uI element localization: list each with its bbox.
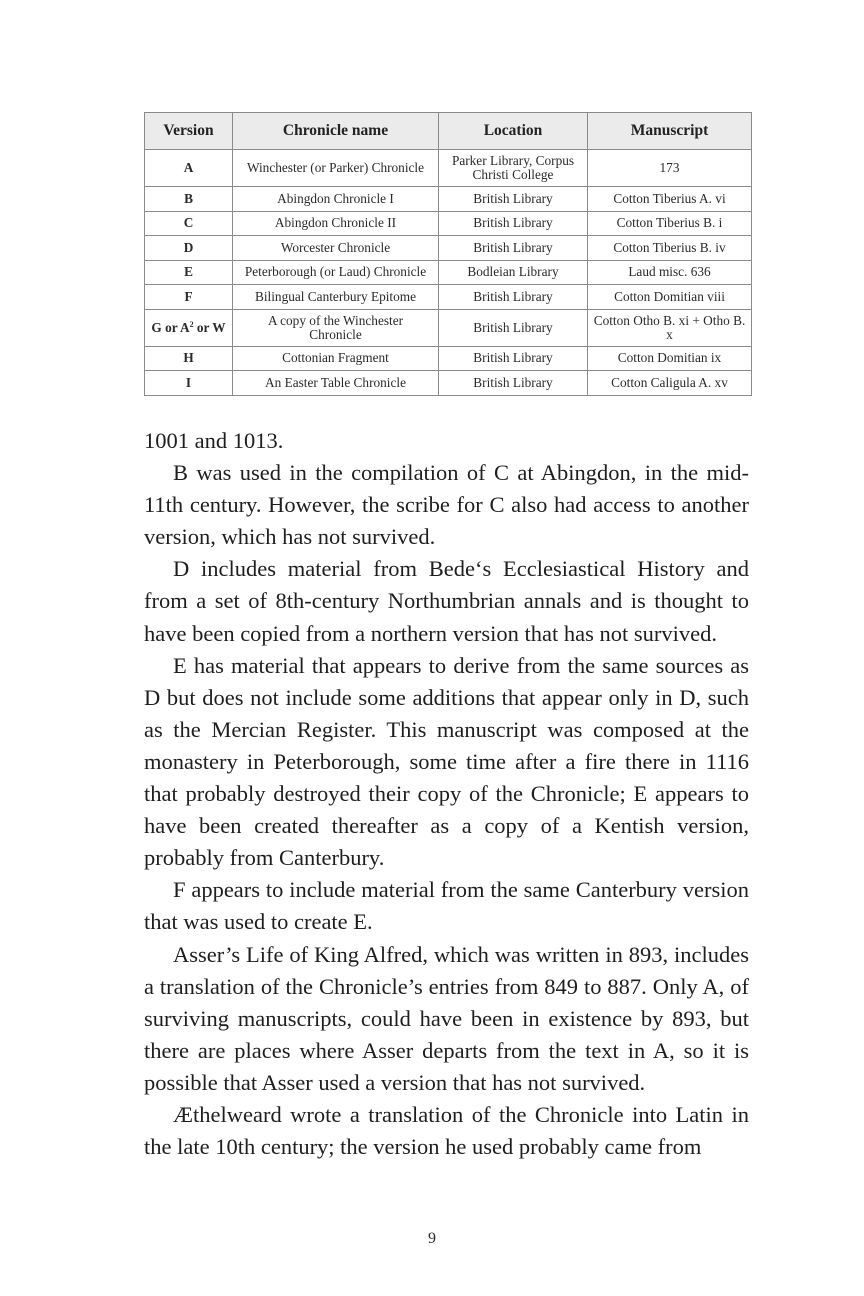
- cell-chronicle-name: Peterborough (or Laud) Chronicle: [233, 260, 439, 285]
- cell-manuscript: Cotton Otho B. xi + Otho B. x: [588, 309, 752, 346]
- cell-version: A: [145, 150, 233, 187]
- cell-chronicle-name: An Easter Table Chronicle: [233, 371, 439, 396]
- cell-chronicle-name: Cottonian Fragment: [233, 346, 439, 371]
- body-text: [144, 425, 749, 1163]
- cell-version: B: [145, 187, 233, 212]
- paragraph-e: E has material that appears to derive from the same sources as D but does not include some additions that appear only in D, such as the Mercian Register. This manuscript was composed at the monastery in Peterborough, some time after a fire there in 1116 that probably destroyed their copy of the Chronicle; E appears to have been created thereafter as a copy of a Kentish version, probably from Canterbury.: [144, 652, 749, 871]
- table-row: [145, 187, 752, 212]
- table-row: [145, 260, 752, 285]
- table-row: [145, 150, 752, 187]
- cell-location: British Library: [439, 309, 588, 346]
- cell-version: C: [145, 211, 233, 236]
- table-row: [145, 285, 752, 310]
- version-prefix: G or A: [151, 319, 190, 335]
- cell-chronicle-name: Abingdon Chronicle II: [233, 211, 439, 236]
- cell-location: [439, 150, 588, 187]
- cell-version: D: [145, 236, 233, 261]
- table-row: [145, 211, 752, 236]
- table-row: [145, 371, 752, 396]
- cell-version: [145, 309, 233, 346]
- table-row: [145, 309, 752, 346]
- cell-manuscript: 173: [588, 150, 752, 187]
- header-location: Location: [439, 113, 588, 150]
- cell-location: British Library: [439, 236, 588, 261]
- cell-manuscript: Cotton Tiberius A. vi: [588, 187, 752, 212]
- cell-manuscript: Cotton Domitian ix: [588, 346, 752, 371]
- header-manuscript: Manuscript: [588, 113, 752, 150]
- cell-chronicle-name: Winchester (or Parker) Chronicle: [233, 150, 439, 187]
- cell-location: British Library: [439, 285, 588, 310]
- cell-version: F: [145, 285, 233, 310]
- paragraph-continuation: 1001 and 1013.: [144, 428, 284, 453]
- cell-location: British Library: [439, 346, 588, 371]
- cell-location: British Library: [439, 187, 588, 212]
- paragraph-f: F appears to include material from the same Canterbury version that was used to create E.: [144, 877, 749, 935]
- cell-version: H: [145, 346, 233, 371]
- cell-version: E: [145, 260, 233, 285]
- paragraph-aethelweard: Æthelweard wrote a translation of the Chronicle into Latin in the late 10th century; the version he used probably came from: [144, 1101, 749, 1160]
- paragraph-d: D includes material from Bede‘s Ecclesiastical History and from a set of 8th-century Northumbrian annals and is thought to have been copied from a northern version that has not survived.: [144, 556, 749, 646]
- paragraph-b: B was used in the compilation of C at Abingdon, in the mid-11th century. However, the scribe for C also had access to another version, which has not survived.: [144, 460, 749, 550]
- cell-manuscript: Cotton Tiberius B. i: [588, 211, 752, 236]
- cell-chronicle-name: Abingdon Chronicle I: [233, 187, 439, 212]
- table-row: [145, 346, 752, 371]
- table-header-row: [145, 113, 752, 150]
- cell-chronicle-name: Bilingual Canterbury Epitome: [233, 285, 439, 310]
- paragraph-asser: Asser’s Life of King Alfred, which was written in 893, includes a translation of the Chronicle’s entries from 849 to 887. Only A, of surviving manuscripts, could have been in existence by 893, but there are places where Asser departs from the text in A, so it is possible that Asser used a version that has not survived.: [144, 941, 749, 1095]
- cell-manuscript: Cotton Caligula A. xv: [588, 371, 752, 396]
- header-version: Version: [145, 113, 233, 150]
- cell-version: I: [145, 371, 233, 396]
- table-row: [145, 236, 752, 261]
- header-chronicle-name: Chronicle name: [233, 113, 439, 150]
- cell-manuscript: Cotton Domitian viii: [588, 285, 752, 310]
- page-number: 9: [428, 1230, 436, 1247]
- cell-manuscript: Laud misc. 636: [588, 260, 752, 285]
- cell-location: British Library: [439, 211, 588, 236]
- cell-chronicle-name: Worcester Chronicle: [233, 236, 439, 261]
- cell-chronicle-name: [233, 309, 439, 346]
- chronicle-name-text: A copy of the Winchester Chronicle: [267, 312, 404, 342]
- cell-manuscript: Cotton Tiberius B. iv: [588, 236, 752, 261]
- version-superscript: 2: [189, 319, 194, 329]
- cell-location: Bodleian Library: [439, 260, 588, 285]
- location-text: Parker Library, Corpus Christi College: [451, 153, 575, 182]
- chronicle-versions-table: [144, 112, 752, 396]
- cell-location: British Library: [439, 371, 588, 396]
- version-suffix: or W: [193, 319, 226, 335]
